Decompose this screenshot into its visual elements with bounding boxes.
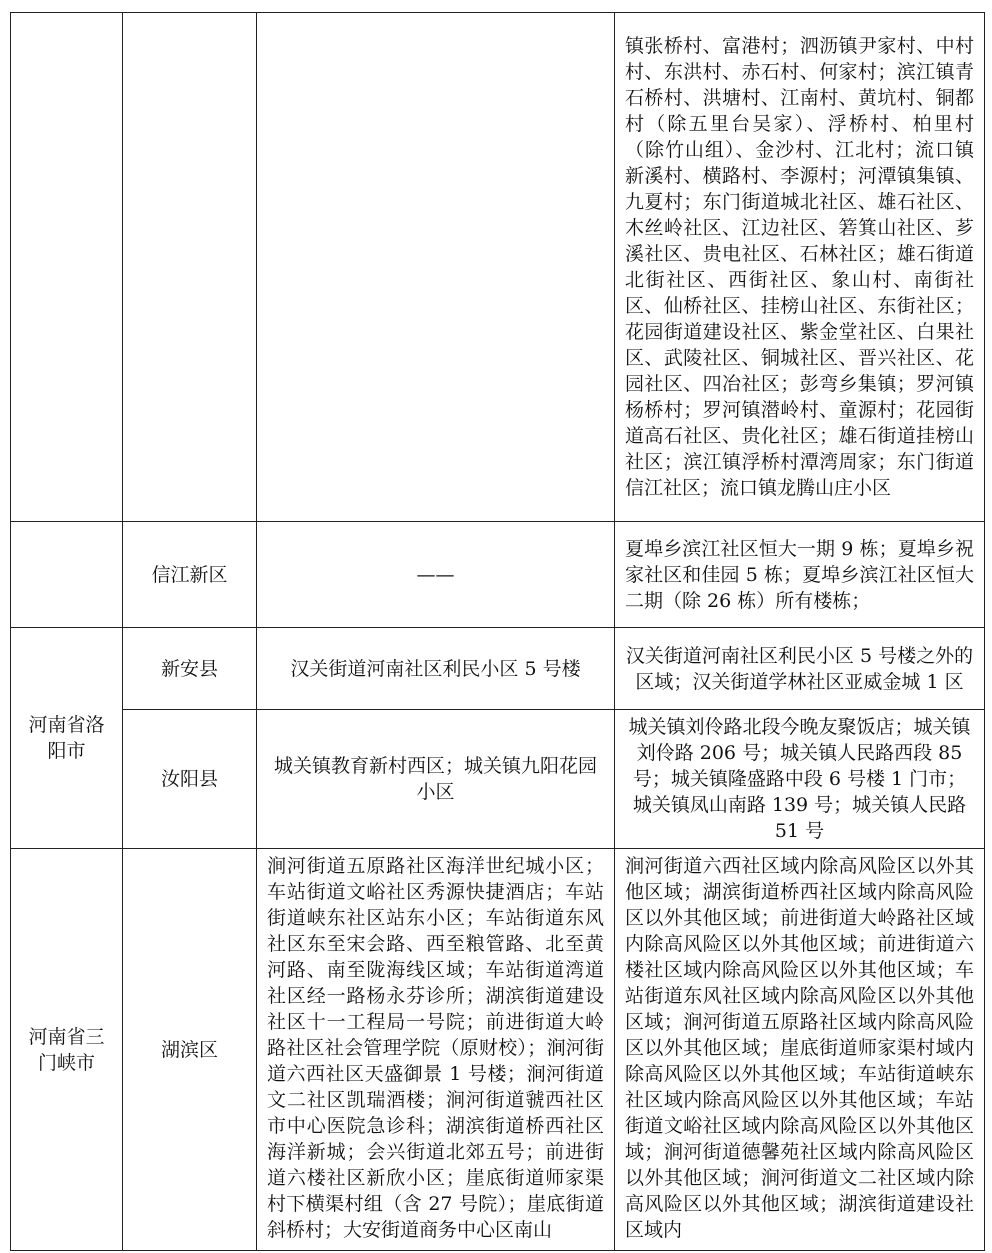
province-cell	[11, 522, 123, 628]
county-cell: 湖滨区	[123, 849, 257, 1251]
province-cell: 河南省三门峡市	[11, 849, 123, 1251]
table-row	[11, 13, 985, 522]
province-cell	[11, 13, 123, 522]
risk-area-table	[10, 12, 985, 1251]
low-risk-cell: 涧河街道六西社区域内除高风险区以外其他区域；湖滨街道桥西社区域内除高风险区以外其他区域；前进街道大岭路社区域内除高风险区以外其他区域；前进街道六楼社区域内除高风险区以外其他区域；车站街道东风社区域内除高风险区以外其他区域；涧河街道五原路社区域内除高风险区以外其他区域；崖底街道师家渠村域内除高风险区以外其他区域；车站街道峡东社区域内除高风险区以外其他区域；车站街道文峪社区域内除高风险区以外其他区域；涧河街道德馨苑社区域内除高风险区以外其他区域；涧河街道文二社区域内除高风险区以外其他区域；湖滨街道建设社区域内	[615, 849, 985, 1251]
high-risk-cell: ——	[257, 522, 615, 628]
high-risk-cell: 城关镇教育新村西区；城关镇九阳花园小区	[257, 710, 615, 849]
province-cell: 河南省洛阳市	[11, 628, 123, 849]
high-risk-cell	[257, 13, 615, 522]
table-row	[11, 710, 985, 849]
low-risk-cell: 城关镇刘伶路北段今晚友聚饭店；城关镇刘伶路 206 号；城关镇人民路西段 85 号；城关镇隆盛路中段 6 号楼 1 门市；城关镇凤山南路 139 号；城关镇人民路 51 号	[615, 710, 985, 849]
high-risk-cell: 汉关街道河南社区利民小区 5 号楼	[257, 628, 615, 710]
table-row	[11, 522, 985, 628]
high-risk-cell: 涧河街道五原路社区海洋世纪城小区；车站街道文峪社区秀源快捷酒店；车站街道峡东社区站东小区；车站街道东风社区东至宋会路、西至粮管路、北至黄河路、南至陇海线区域；车站街道湾道社区经一路杨永芬诊所；湖滨街道建设社区十一工程局一号院；前进街道大岭路社区社会管理学院（原财校）；涧河街道六西社区天盛御景 1 号楼；涧河街道文二社区凯瑞酒楼；涧河街道虢西社区市中心医院急诊科；湖滨街道桥西社区海洋新城；会兴街道北郊五号；前进街道六楼社区新欣小区；崖底街道师家渠村下横渠村组（含 27 号院）；崖底街道斜桥村；大安街道商务中心区南山	[257, 849, 615, 1251]
county-cell: 信江新区	[123, 522, 257, 628]
table-row	[11, 849, 985, 1251]
low-risk-cell: 镇张桥村、富港村；泗沥镇尹家村、中村村、东洪村、赤石村、何家村；滨江镇青石桥村、洪塘村、江南村、黄坑村、铜都村（除五里台吴家）、浮桥村、柏里村（除竹山组）、金沙村、江北村；流口镇新溪村、横路村、李源村；河潭镇集镇、九夏村；东门街道城北社区、雄石社区、木丝岭社区、江边社区、箬箕山社区、芗溪社区、贵电社区、石林社区；雄石街道北街社区、西街社区、象山村、南街社区、仙桥社区、挂榜山社区、东街社区；花园街道建设社区、紫金堂社区、白果社区、武陵社区、铜城社区、晋兴社区、花园社区、四冶社区；彭弯乡集镇；罗河镇杨桥村；罗河镇潜岭村、童源村；花园街道高石社区、贵化社区；雄石街道挂榜山社区；滨江镇浮桥村潭湾周家；东门街道信江社区；流口镇龙腾山庄小区	[615, 13, 985, 522]
low-risk-cell: 夏埠乡滨江社区恒大一期 9 栋；夏埠乡祝家社区和佳园 5 栋；夏埠乡滨江社区恒大二期（除 26 栋）所有楼栋；	[615, 522, 985, 628]
county-cell: 新安县	[123, 628, 257, 710]
county-cell: 汝阳县	[123, 710, 257, 849]
county-cell	[123, 13, 257, 522]
table-row	[11, 628, 985, 710]
low-risk-cell: 汉关街道河南社区利民小区 5 号楼之外的区域；汉关街道学林社区亚威金城 1 区	[615, 628, 985, 710]
document-page	[10, 12, 984, 1251]
